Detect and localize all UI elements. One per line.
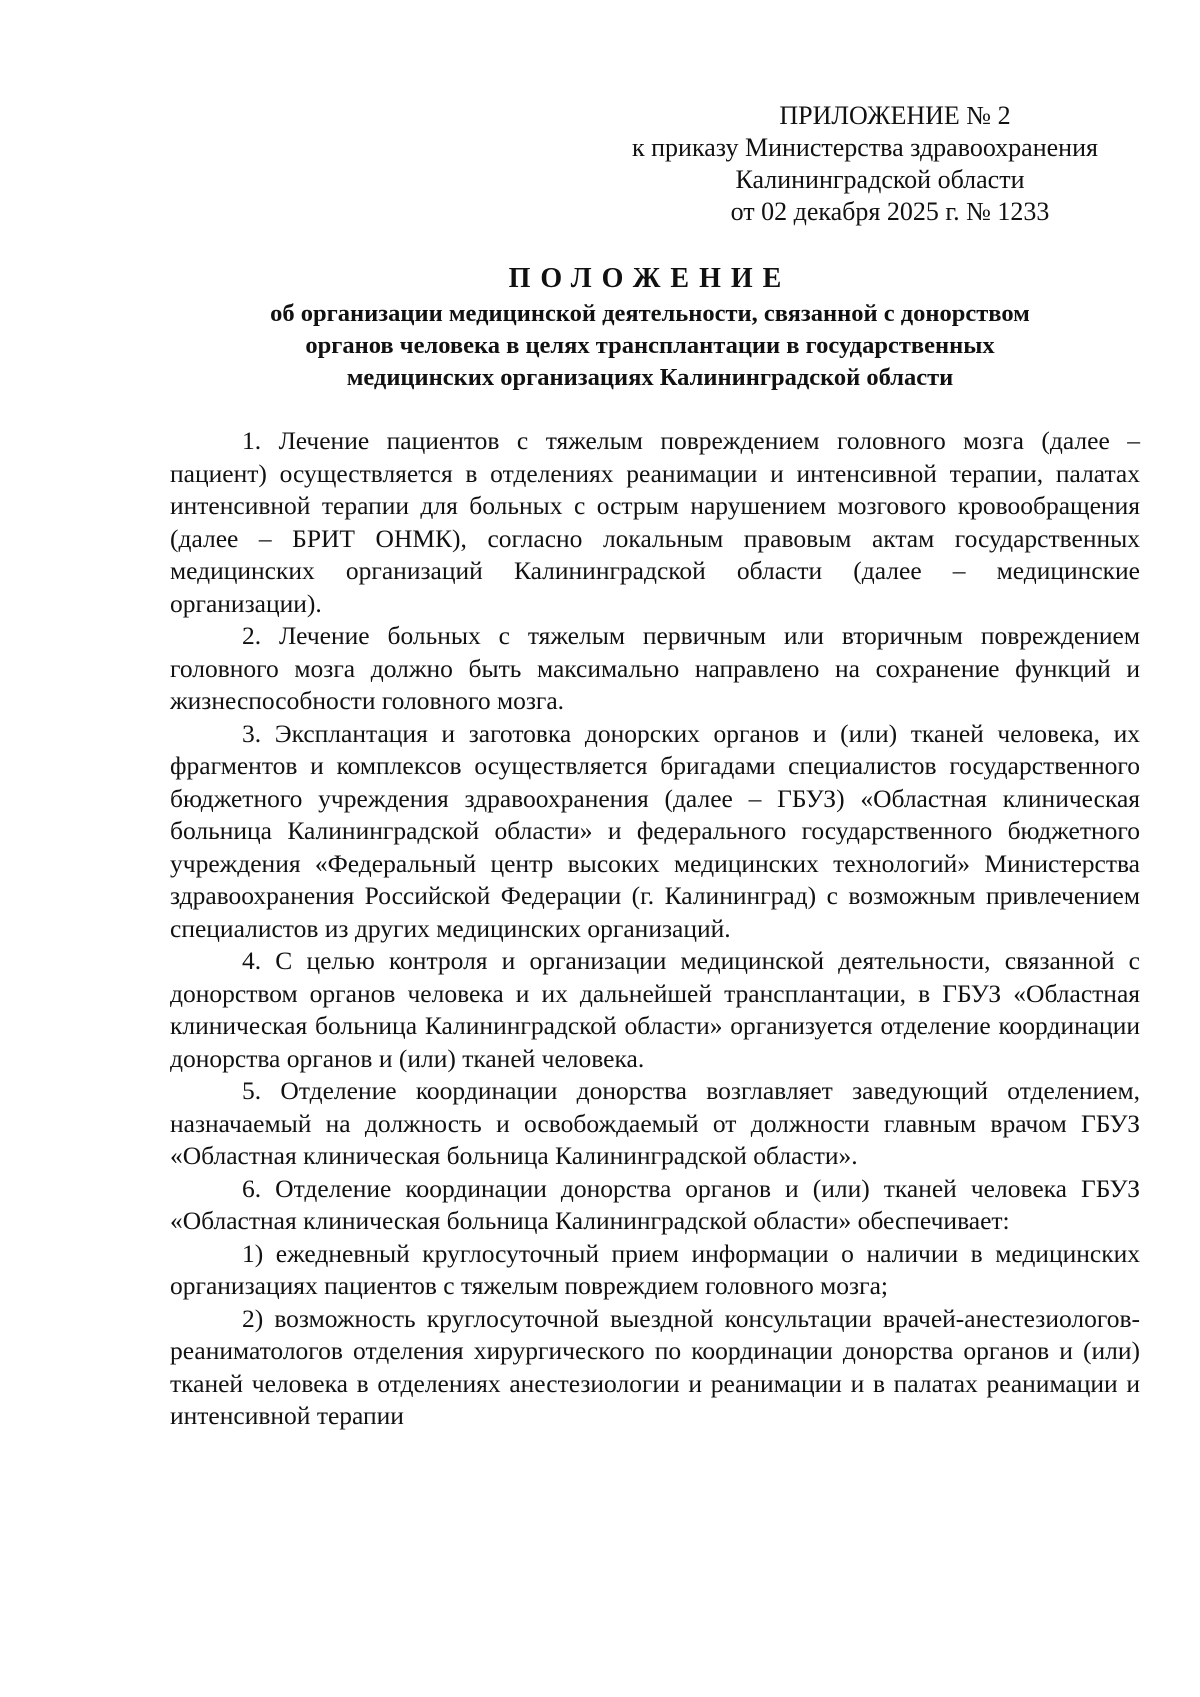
appendix-order-line: к приказу Министерства здравоохранения — [632, 133, 1098, 162]
paragraph-6: 6. Отделение координации донорства органов и (или) тканей человека ГБУЗ «Областная клиническая больница Калининградской области» обеспечивает: — [170, 1173, 1140, 1235]
appendix-date-line: от 02 декабря 2025 г. № 1233 — [730, 197, 1050, 226]
paragraph-5: 5. Отделение координации донорства возглавляет заведующий отделением, назначаемый на должность и освобождаемый от должности главным врачом ГБУЗ «Областная клиническая больница Калининградской области». — [170, 1076, 1140, 1170]
paragraph-4: 4. С целью контроля и организации медицинской деятельности, связанной с донорством органов человека и их дальнейшей трансплантации, в ГБУЗ «Областная клиническая больница Калининградской области» организуется отделение координации донорства органов и (или) тканей человека. — [170, 946, 1140, 1073]
paragraph-3: 3. Эксплантация и заготовка донорских органов и (или) тканей человека, их фрагментов и комплексов осуществляется бригадами специалистов государственного бюджетного учреждения здравоохранения (далее – ГБУЗ) «Областная клиническая больница Калининградской области» и федерального государственного бюджетного учреждения «Федеральный центр высоких медицинских технологий» Министерства здравоохранения Российской Федерации (г. Калининград) с возможным привлечением специалистов из других медицинских организаций. — [170, 718, 1140, 943]
paragraph-2: 2. Лечение больных с тяжелым первичным или вторичным повреждением головного мозга должно быть максимально направлено на сохранение функций и жизнеспособности головного мозга. — [170, 621, 1140, 715]
document-subtitle-line: об организации медицинской деятельности, связанной с донорством — [270, 300, 1030, 327]
document-subtitle-line: медицинских организациях Калининградской области — [346, 364, 954, 391]
appendix-header — [620, 100, 1140, 228]
document-title: ПОЛОЖЕНИЕ — [508, 263, 792, 294]
appendix-title: ПРИЛОЖЕНИЕ № 2 — [779, 101, 1011, 130]
document-heading — [170, 260, 1130, 394]
paragraph-1: 1. Лечение пациентов с тяжелым повреждением головного мозга (далее – пациент) осуществляется в отделениях реанимации и интенсивной терапии, палатах интенсивной терапии для больных с острым нарушением мозгового кровообращения (далее – БРИТ ОНМК), согласно локальным правовым актам государственных медицинских организаций Калининградской области (далее – медицинские организации). — [170, 426, 1140, 618]
paragraph-6-item-2: 2) возможность круглосуточной выездной консультации врачей-анестезиологов-реаниматологов отделения хирургического по координации донорства органов и (или) тканей человека в отделениях анестезиологии и реанимации и в палатах реанимации и интенсивной терапии — [170, 1303, 1140, 1430]
document-body — [170, 425, 1140, 1433]
document-subtitle-line: органов человека в целях трансплантации в государственных — [305, 332, 995, 359]
paragraph-6-item-1: 1) ежедневный круглосуточный прием информации о наличии в медицинских организациях пациентов с тяжелым повреждием головного мозга; — [170, 1238, 1140, 1300]
appendix-region-line: Калининградской области — [735, 165, 1025, 194]
